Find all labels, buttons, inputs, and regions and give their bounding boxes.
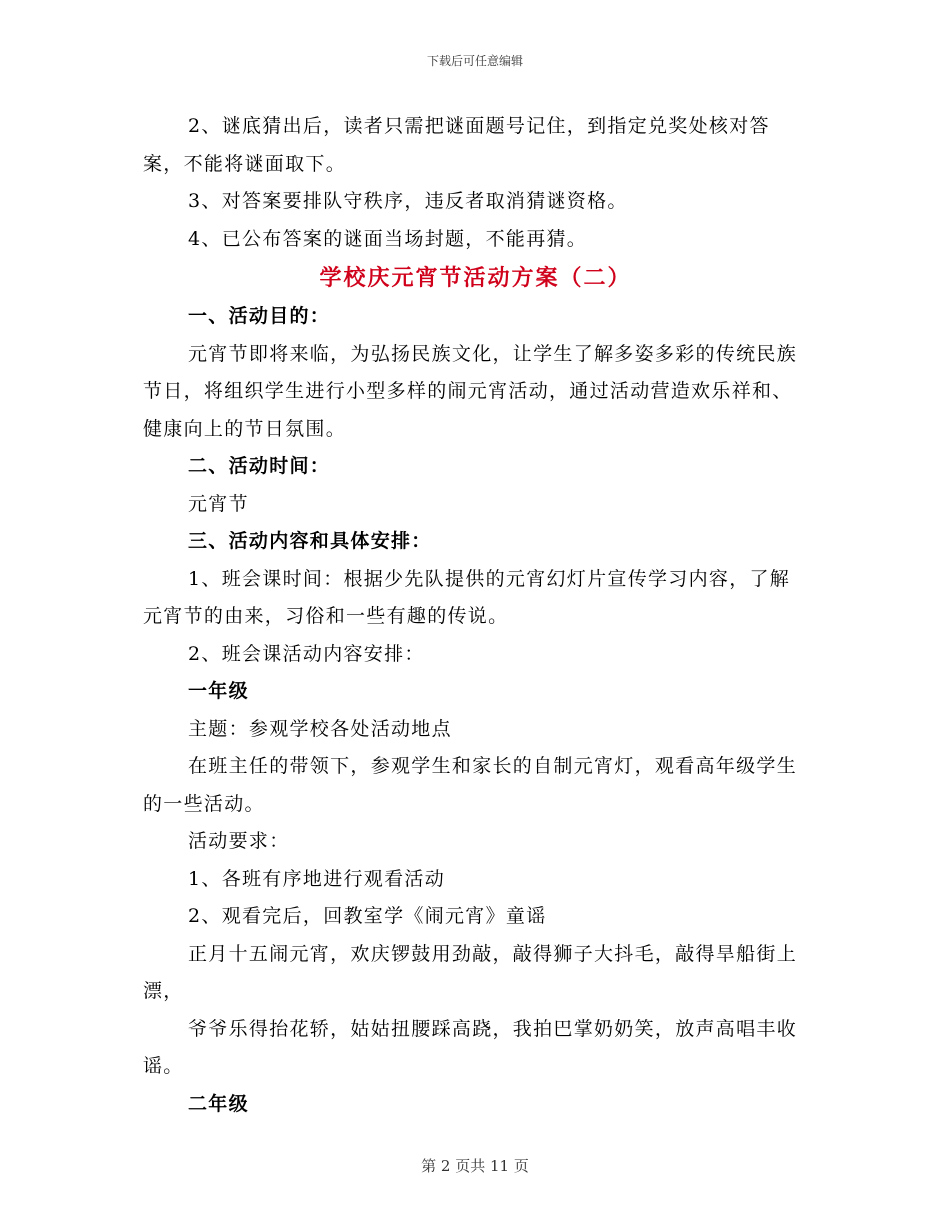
paragraph: 主题：参观学校各处活动地点	[188, 717, 452, 740]
paragraph: 元宵节即将来临，为弘扬民族文化，让学生了解多姿多彩的传统民族节日，将组织学生进行小型多样的闹元宵活动，通过活动营造欢乐祥和、健康向上的节日氛围。	[143, 342, 798, 440]
paragraph: 在班主任的带领下，参观学生和家长的自制元宵灯，观看高年级学生的一些活动。	[143, 755, 798, 815]
section-title: 学校庆元宵节活动方案（二）	[319, 265, 632, 291]
paragraph: 正月十五闹元宵，欢庆锣鼓用劲敲，敲得狮子大抖毛，敲得旱船街上漂，	[143, 942, 798, 1002]
paragraph: 2、班会课活动内容安排：	[188, 642, 425, 665]
paragraph: 1、班会课时间：根据少先队提供的元宵幻灯片宣传学习内容，了解元宵节的由来，习俗和一些有趣的传说。	[143, 567, 791, 627]
heading-purpose: 一、活动目的：	[188, 305, 331, 327]
document-body	[143, 108, 808, 1123]
paragraph: 2、谜底猜出后，读者只需把谜面题号记住，到指定兑奖处核对答案，不能将谜面取下。	[143, 115, 770, 175]
paragraph: 2、观看完后，回教室学《闹元宵》童谣	[188, 905, 547, 927]
paragraph: 3、对答案要排队守秩序，违反者取消猜谜资格。	[188, 190, 628, 212]
page-header: 下载后可任意编辑	[426, 54, 523, 68]
paragraph: 4、已公布答案的谜面当场封题，不能再猜。	[188, 227, 588, 250]
heading-grade-1: 一年级	[188, 680, 249, 702]
heading-content: 三、活动内容和具体安排：	[188, 530, 432, 552]
paragraph: 元宵节	[188, 492, 249, 515]
paragraph: 活动要求：	[188, 830, 290, 852]
heading-time: 二、活动时间：	[188, 455, 331, 477]
paragraph: 1、各班有序地进行观看活动	[188, 867, 445, 890]
page-footer: 第 2 页共 11 页	[421, 1157, 529, 1175]
heading-grade-2: 二年级	[188, 1092, 249, 1115]
paragraph: 爷爷乐得抬花轿，姑姑扭腰踩高跷，我拍巴掌奶奶笑，放声高唱丰收谣。	[143, 1017, 798, 1077]
